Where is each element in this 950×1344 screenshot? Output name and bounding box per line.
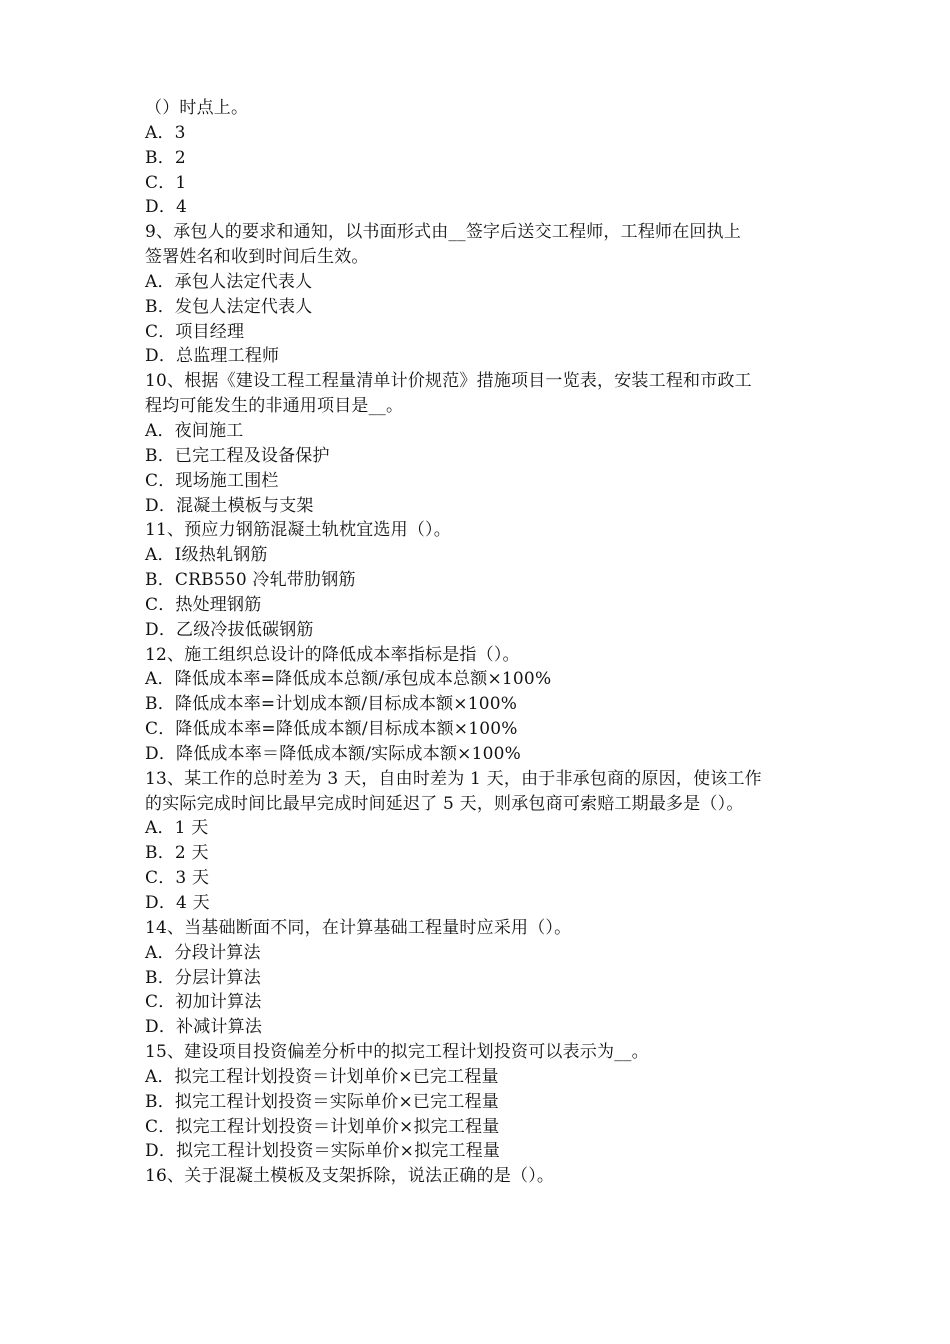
question-line: 15、建设项目投资偏差分析中的拟完工程计划投资可以表示为__。 [145, 1042, 649, 1063]
question-line: 的实际完成时间比最早完成时间延迟了 5 天，则承包商可索赔工期最多是（）。 [145, 793, 744, 814]
option-line: C．1 [145, 172, 187, 193]
question-line: 程均可能发生的非通用项目是__。 [145, 396, 404, 417]
option-line: A．Ⅰ级热轧钢筋 [145, 545, 268, 566]
option-line: B．CRB550 冷轧带肋钢筋 [145, 570, 356, 591]
option-line: B．拟完工程计划投资＝实际单价×已完工程量 [145, 1091, 499, 1112]
option-line: B．发包人法定代表人 [145, 296, 313, 317]
option-line: A．拟完工程计划投资＝计划单价×已完工程量 [145, 1066, 499, 1087]
option-line: A．承包人法定代表人 [145, 271, 313, 292]
option-line: C．现场施工围栏 [145, 470, 279, 491]
question-line: 签署姓名和收到时间后生效。 [145, 247, 369, 268]
option-line: D．乙级冷拔低碳钢筋 [145, 619, 314, 640]
option-line: D．降低成本率＝降低成本额/实际成本额×100% [145, 743, 522, 764]
question-line: 16、关于混凝土模板及支架拆除，说法正确的是（）。 [145, 1166, 555, 1187]
option-line: C．降低成本率=降低成本额/目标成本额×100% [145, 719, 518, 740]
text-line: （）时点上。 [145, 98, 249, 118]
option-line: A．3 [145, 122, 186, 143]
option-line: B．已完工程及设备保护 [145, 445, 330, 466]
option-line: C．初加计算法 [145, 992, 262, 1013]
option-line: A．分段计算法 [145, 942, 261, 963]
question-line: 12、施工组织总设计的降低成本率指标是指（）。 [145, 644, 520, 665]
question-line: 11、预应力钢筋混凝土轨枕宜选用（）。 [145, 520, 451, 541]
option-line: C．3 天 [145, 868, 210, 889]
option-line: C．拟完工程计划投资＝计划单价×拟完工程量 [145, 1116, 500, 1137]
option-line: C．热处理钢筋 [145, 594, 262, 615]
option-line: D．补减计算法 [145, 1017, 263, 1038]
question-line: 10、根据《建设工程工程量清单计价规范》措施项目一览表，安装工程和市政工 [145, 371, 752, 392]
question-line: 13、某工作的总时差为 3 天，自由时差为 1 天，由于非承包商的原因，使该工作 [145, 768, 762, 789]
option-line: D．总监理工程师 [145, 346, 280, 367]
option-line: B．分层计算法 [145, 967, 261, 988]
option-line: A．1 天 [145, 818, 209, 839]
question-line: 14、当基础断面不同，在计算基础工程量时应采用（）。 [145, 917, 572, 938]
option-line: D．拟完工程计划投资＝实际单价×拟完工程量 [145, 1141, 501, 1162]
question-text-block [145, 96, 825, 1189]
question-line: 9、承包人的要求和通知，以书面形式由__签字后送交工程师，工程师在回执上 [145, 222, 742, 243]
option-line: B．2 天 [145, 843, 209, 864]
option-line: A．夜间施工 [145, 420, 244, 441]
option-line: C．项目经理 [145, 321, 245, 342]
option-line: D．混凝土模板与支架 [145, 495, 314, 516]
option-line: D．4 天 [145, 893, 210, 913]
option-line: B．2 [145, 147, 186, 168]
option-line: B．降低成本率=计划成本额/目标成本额×100% [145, 694, 518, 715]
option-line: D．4 [145, 197, 188, 218]
option-line: A．降低成本率=降低成本总额/承包成本总额×100% [145, 669, 552, 690]
